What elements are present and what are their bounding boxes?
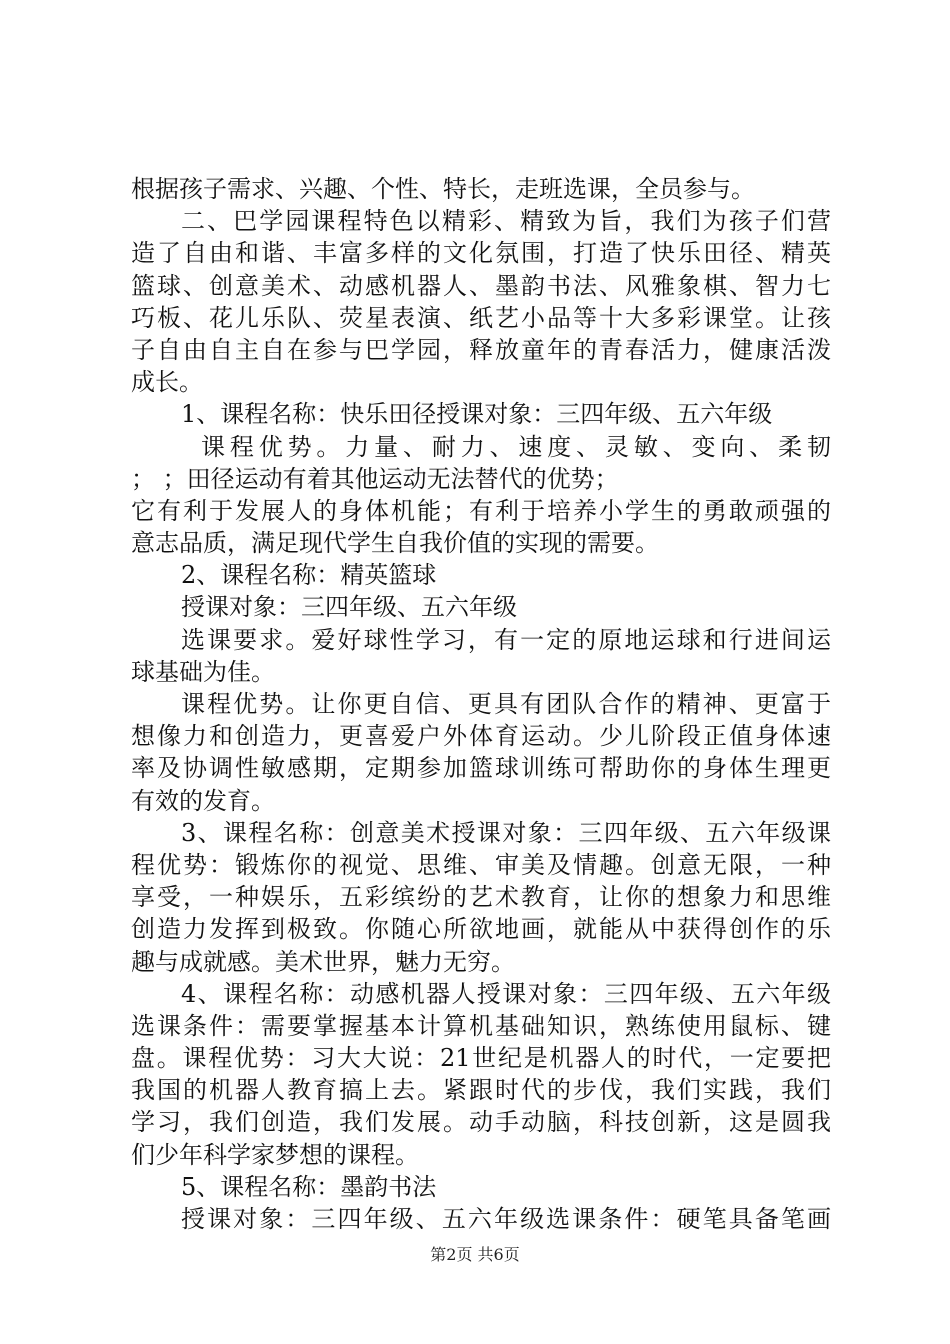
text-line: 球基础为佳。: [131, 657, 275, 686]
text-line: 二、巴学园课程特色以精彩、精致为旨，我们为孩子们营: [181, 207, 831, 236]
text-line: 子自由自主自在参与巴学园，释放童年的青春活力，健康活泼: [131, 335, 831, 364]
text-line: 3、课程名称：创意美术授课对象：三四年级、五六年级课: [181, 818, 831, 847]
text-line: 4、课程名称：动感机器人授课对象：三四年级、五六年级: [181, 979, 831, 1008]
text-line: 造了自由和谐、丰富多样的文化氛围，打造了快乐田径、精英: [131, 239, 831, 268]
text-line: 程优势：锻炼你的视觉、思维、审美及情趣。创意无限，一种: [131, 850, 831, 879]
text-line: 学习，我们创造，我们发展。动手动脑，科技创新，这是圆我: [131, 1108, 831, 1137]
text-line: 享受，一种娱乐，五彩缤纷的艺术教育，让你的想象力和思维: [131, 883, 831, 912]
text-line: 率及协调性敏感期，定期参加篮球训练可帮助你的身体生理更: [131, 754, 831, 783]
text-line: 意志品质，满足现代学生自我价值的实现的需要。: [131, 529, 659, 558]
text-line: 授课对象：三四年级、五六年级: [181, 593, 517, 622]
text-line: 趣与成就感。美术世界，魅力无穷。: [131, 947, 515, 976]
text-line: 课程优势。让你更自信、更具有团队合作的精神、更富于: [181, 690, 831, 718]
text-line: 2、课程名称：精英篮球: [181, 561, 437, 590]
document-body: [131, 173, 831, 1235]
text-line: 它有利于发展人的身体机能；有利于培养小学生的勇敢顽强的: [131, 496, 831, 525]
text-line: 们少年科学家梦想的课程。: [131, 1140, 419, 1169]
text-line: 想像力和创造力，更喜爱户外体育运动。少儿阶段正值身体速: [131, 722, 831, 751]
text-line: 根据孩子需求、兴趣、个性、特长，走班选课，全员参与。: [131, 175, 755, 203]
text-line: 课程优势。力量、耐力、速度、灵敏、变向、柔韧: [201, 432, 831, 461]
text-line: 创造力发挥到极致。你随心所欲地画，就能从中获得创作的乐: [131, 915, 831, 944]
text-line: 巧板、花儿乐队、荧星表演、纸艺小品等十大多彩课堂。让孩: [131, 303, 831, 332]
page-footer: 第2页 共6页: [430, 1245, 520, 1264]
text-line: 有效的发育。: [131, 786, 275, 815]
text-line: 我国的机器人教育搞上去。紧跟时代的步伐，我们实践，我们: [131, 1076, 831, 1105]
text-line: 1、课程名称：快乐田径授课对象：三四年级、五六年级: [181, 400, 773, 429]
text-line: 选课要求。爱好球性学习，有一定的原地运球和行进间运: [181, 625, 831, 654]
text-line: 篮球、创意美术、动感机器人、墨韵书法、风雅象棋、智力七: [131, 271, 831, 300]
text-line: 授课对象：三四年级、五六年级选课条件：硬笔具备笔画: [181, 1205, 831, 1233]
text-line: 5、课程名称：墨韵书法: [181, 1172, 437, 1201]
text-line: 选课条件：需要掌握基本计算机基础知识，熟练使用鼠标、键: [131, 1011, 831, 1040]
text-line: 成长。: [131, 368, 203, 397]
text-line: 盘。课程优势：习大大说：21世纪是机器人的时代，一定要把: [131, 1044, 831, 1073]
text-line: ； ；田径运动有着其他运动无法替代的优势；: [131, 464, 619, 493]
